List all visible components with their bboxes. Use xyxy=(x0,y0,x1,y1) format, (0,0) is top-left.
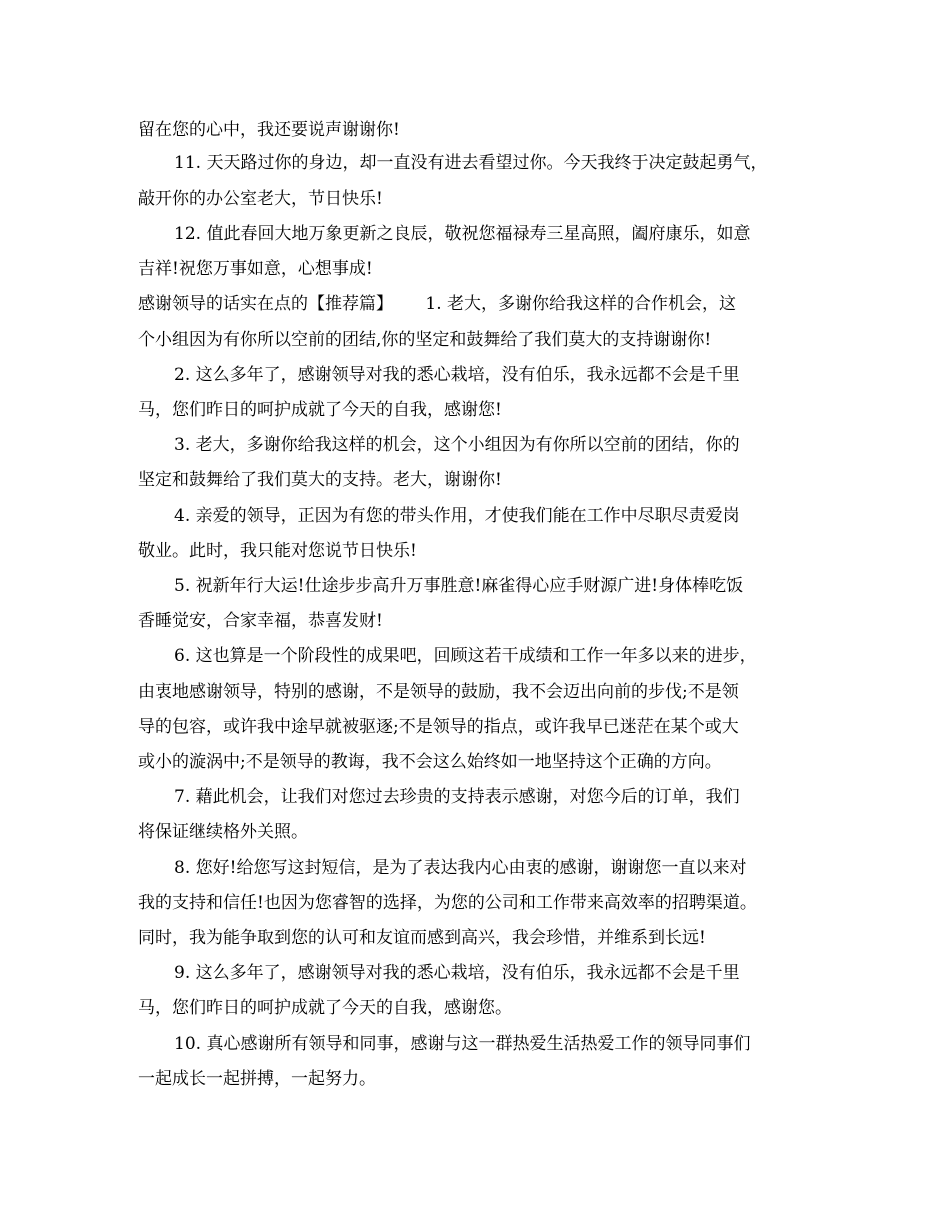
text-line: 导的包容，或许我中途早就被驱逐;不是领导的指点，或许我早已迷茫在某个或大 xyxy=(138,717,739,737)
text-line: 或小的漩涡中;不是领导的教诲，我不会这么始终如一地坚持这个正确的方向。 xyxy=(138,752,722,772)
text-line: 个小组因为有你所以空前的团结,你的坚定和鼓舞给了我们莫大的支持谢谢你! xyxy=(138,330,712,350)
text-line: 7. 藉此机会，让我们对您过去珍贵的支持表示感谢，对您今后的订单，我们 xyxy=(174,787,740,807)
text-line: 留在您的心中，我还要说声谢谢你! xyxy=(138,120,400,140)
text-line: 11. 天天路过你的身边，却一直没有进去看望过你。今天我终于决定鼓起勇气， xyxy=(174,153,768,173)
text-line: 香睡觉安，合家幸福，恭喜发财! xyxy=(138,611,383,631)
text-line: 感谢领导的话实在点的【推荐篇】 1. 老大，多谢你给我这样的合作机会，这 xyxy=(138,294,737,314)
text-line: 将保证继续格外关照。 xyxy=(138,822,308,842)
text-line: 5. 祝新年行大运!仕途步步高升万事胜意!麻雀得心应手财源广进!身体棒吃饭 xyxy=(174,576,744,596)
text-line: 敲开你的办公室老大，节日快乐! xyxy=(138,189,383,209)
text-line: 吉祥!祝您万事如意，心想事成! xyxy=(138,259,373,279)
text-line: 马，您们昨日的呵护成就了今天的自我，感谢您。 xyxy=(138,998,512,1018)
text-line: 10. 真心感谢所有领导和同事，感谢与这一群热爱生活热爱工作的领导同事们 xyxy=(174,1034,751,1054)
text-line: 2. 这么多年了，感谢领导对我的悉心栽培，没有伯乐，我永远都不会是千里 xyxy=(174,365,740,385)
text-line: 我的支持和信任!也因为您睿智的选择，为您的公司和工作带来高效率的招聘渠道。 xyxy=(138,893,757,913)
text-line: 8. 您好!给您写这封短信，是为了表达我内心由衷的感谢，谢谢您一直以来对 xyxy=(174,858,747,878)
text-line: 9. 这么多年了，感谢领导对我的悉心栽培，没有伯乐，我永远都不会是千里 xyxy=(174,963,740,983)
text-line: 由衷地感谢领导，特别的感谢，不是领导的鼓励，我不会迈出向前的步伐;不是领 xyxy=(138,682,739,702)
text-line: 马，您们昨日的呵护成就了今天的自我，感谢您! xyxy=(138,400,502,420)
text-line: 同时，我为能争取到您的认可和友谊而感到高兴，我会珍惜，并维系到长远! xyxy=(138,928,706,948)
text-line: 坚定和鼓舞给了我们莫大的支持。老大，谢谢你! xyxy=(138,470,502,490)
text-line: 4. 亲爱的领导，正因为有您的带头作用，才使我们能在工作中尽职尽责爱岗 xyxy=(174,506,740,526)
text-line: 敬业。此时，我只能对您说节日快乐! xyxy=(138,541,417,561)
text-line: 一起成长一起拼搏，一起努力。 xyxy=(138,1069,376,1089)
text-line: 3. 老大，多谢你给我这样的机会，这个小组因为有你所以空前的团结，你的 xyxy=(174,435,740,455)
text-line: 12. 值此春回大地万象更新之良辰，敬祝您福禄寿三星高照，阖府康乐，如意 xyxy=(174,224,751,244)
text-line: 6. 这也算是一个阶段性的成果吧，回顾这若干成绩和工作一年多以来的进步， xyxy=(174,646,757,666)
